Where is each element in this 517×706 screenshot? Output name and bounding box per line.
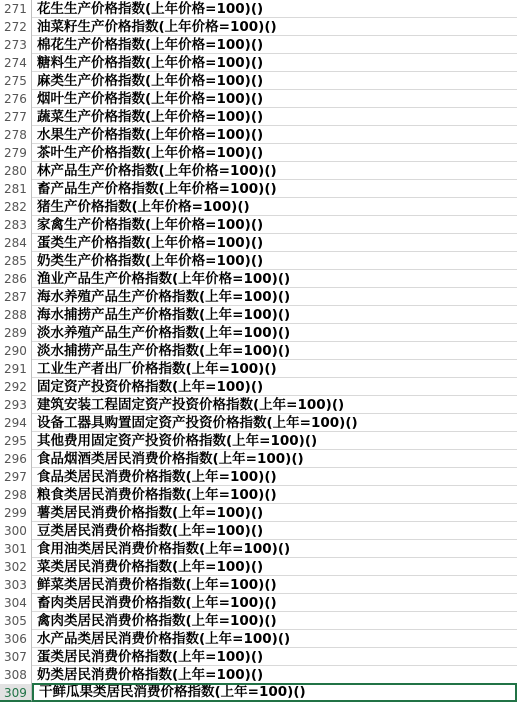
row-header[interactable]: 273 [0, 36, 32, 54]
row-header[interactable]: 279 [0, 144, 32, 162]
table-row[interactable] [0, 342, 517, 360]
row-header[interactable]: 284 [0, 234, 32, 252]
table-row[interactable] [0, 126, 517, 144]
cell[interactable]: 畜肉类居民消费价格指数(上年=100)() [37, 595, 277, 611]
cell[interactable]: 固定资产投资价格指数(上年=100)() [37, 379, 264, 395]
table-row[interactable] [0, 522, 517, 540]
row-header[interactable]: 292 [0, 378, 32, 396]
table-row[interactable] [0, 378, 517, 396]
row-header[interactable]: 293 [0, 396, 32, 414]
row-header[interactable]: 283 [0, 216, 32, 234]
table-row[interactable] [0, 360, 517, 378]
table-row[interactable] [0, 594, 517, 612]
table-row[interactable] [0, 144, 517, 162]
cell[interactable]: 其他费用固定资产投资价格指数(上年=100)() [37, 433, 318, 449]
table-row[interactable] [0, 252, 517, 270]
table-row[interactable] [0, 648, 517, 666]
row-header[interactable]: 297 [0, 468, 32, 486]
row-header[interactable]: 298 [0, 486, 32, 504]
row-header[interactable]: 305 [0, 612, 32, 630]
cell[interactable]: 食品类居民消费价格指数(上年=100)() [37, 469, 277, 485]
row-header[interactable]: 274 [0, 54, 32, 72]
table-row[interactable] [0, 396, 517, 414]
table-row[interactable] [0, 540, 517, 558]
cell[interactable]: 畜产品生产价格指数(上年价格=100)() [37, 181, 277, 197]
cell[interactable]: 糖料生产价格指数(上年价格=100)() [37, 55, 264, 71]
table-row[interactable] [0, 504, 517, 522]
table-row[interactable] [0, 630, 517, 648]
cell[interactable]: 粮食类居民消费价格指数(上年=100)() [37, 487, 277, 503]
row-header[interactable]: 281 [0, 180, 32, 198]
row-header[interactable]: 295 [0, 432, 32, 450]
cell[interactable]: 淡水养殖产品生产价格指数(上年=100)() [37, 325, 291, 341]
table-row[interactable] [0, 450, 517, 468]
row-header[interactable]: 277 [0, 108, 32, 126]
cell[interactable]: 食用油类居民消费价格指数(上年=100)() [37, 541, 291, 557]
row-header[interactable]: 296 [0, 450, 32, 468]
cell[interactable]: 工业生产者出厂价格指数(上年=100)() [37, 361, 277, 377]
cell[interactable]: 茶叶生产价格指数(上年价格=100)() [37, 145, 264, 161]
cell[interactable]: 水产品类居民消费价格指数(上年=100)() [37, 631, 291, 647]
table-row[interactable] [0, 468, 517, 486]
table-row[interactable] [0, 0, 517, 18]
table-row[interactable] [0, 432, 517, 450]
cell[interactable]: 烟叶生产价格指数(上年价格=100)() [37, 91, 264, 107]
cell[interactable]: 麻类生产价格指数(上年价格=100)() [37, 73, 264, 89]
row-header[interactable]: 301 [0, 540, 32, 558]
table-row[interactable] [0, 558, 517, 576]
table-row[interactable] [0, 414, 517, 432]
cell[interactable]: 奶类生产价格指数(上年价格=100)() [37, 253, 264, 269]
cell[interactable]: 建筑安装工程固定资产投资价格指数(上年=100)() [37, 397, 345, 413]
table-row[interactable] [0, 198, 517, 216]
table-row[interactable] [0, 684, 517, 702]
cell[interactable]: 海水捕捞产品生产价格指数(上年=100)() [37, 307, 291, 323]
cell[interactable]: 豆类居民消费价格指数(上年=100)() [37, 523, 264, 539]
table-row[interactable] [0, 72, 517, 90]
cell[interactable]: 蛋类居民消费价格指数(上年=100)() [37, 649, 264, 665]
row-header[interactable]: 309 [0, 684, 32, 702]
table-row[interactable] [0, 234, 517, 252]
table-row[interactable] [0, 270, 517, 288]
row-header[interactable]: 294 [0, 414, 32, 432]
cell[interactable]: 食品烟酒类居民消费价格指数(上年=100)() [37, 451, 304, 467]
cell[interactable]: 渔业产品生产价格指数(上年价格=100)() [37, 271, 291, 287]
table-row[interactable] [0, 324, 517, 342]
row-header[interactable]: 275 [0, 72, 32, 90]
cell[interactable]: 蔬菜生产价格指数(上年价格=100)() [37, 109, 264, 125]
cell[interactable]: 海水养殖产品生产价格指数(上年=100)() [37, 289, 291, 305]
row-header[interactable]: 306 [0, 630, 32, 648]
row-header[interactable]: 291 [0, 360, 32, 378]
row-header[interactable]: 302 [0, 558, 32, 576]
row-header[interactable]: 300 [0, 522, 32, 540]
cell[interactable]: 棉花生产价格指数(上年价格=100)() [37, 37, 264, 53]
row-header[interactable]: 282 [0, 198, 32, 216]
table-row[interactable] [0, 306, 517, 324]
row-header[interactable]: 304 [0, 594, 32, 612]
cell[interactable]: 菜类居民消费价格指数(上年=100)() [37, 559, 264, 575]
row-header[interactable]: 285 [0, 252, 32, 270]
cell[interactable]: 鲜菜类居民消费价格指数(上年=100)() [37, 577, 277, 593]
cell[interactable]: 禽肉类居民消费价格指数(上年=100)() [37, 613, 277, 629]
cell[interactable]: 林产品生产价格指数(上年价格=100)() [37, 163, 277, 179]
table-row[interactable] [0, 18, 517, 36]
table-row[interactable] [0, 666, 517, 684]
cell[interactable]: 水果生产价格指数(上年价格=100)() [37, 127, 264, 143]
row-header[interactable]: 286 [0, 270, 32, 288]
row-header[interactable]: 288 [0, 306, 32, 324]
table-row[interactable] [0, 108, 517, 126]
row-header[interactable]: 303 [0, 576, 32, 594]
row-header[interactable]: 299 [0, 504, 32, 522]
table-row[interactable] [0, 216, 517, 234]
cell[interactable]: 花生生产价格指数(上年价格=100)() [37, 1, 264, 17]
table-row[interactable] [0, 288, 517, 306]
row-header[interactable]: 289 [0, 324, 32, 342]
table-row[interactable] [0, 486, 517, 504]
table-row[interactable] [0, 162, 517, 180]
table-row[interactable] [0, 612, 517, 630]
cell[interactable]: 淡水捕捞产品生产价格指数(上年=100)() [37, 343, 291, 359]
row-header[interactable]: 278 [0, 126, 32, 144]
table-row[interactable] [0, 90, 517, 108]
cell[interactable]: 家禽生产价格指数(上年价格=100)() [37, 217, 264, 233]
row-header[interactable]: 272 [0, 18, 32, 36]
cell[interactable]: 薯类居民消费价格指数(上年=100)() [37, 505, 264, 521]
row-header[interactable]: 308 [0, 666, 32, 684]
row-header[interactable]: 280 [0, 162, 32, 180]
cell[interactable]: 奶类居民消费价格指数(上年=100)() [37, 667, 264, 683]
cell[interactable]: 设备工器具购置固定资产投资价格指数(上年=100)() [37, 415, 358, 431]
row-header[interactable]: 287 [0, 288, 32, 306]
table-row[interactable] [0, 180, 517, 198]
table-row[interactable] [0, 576, 517, 594]
row-header[interactable]: 307 [0, 648, 32, 666]
cell[interactable]: 蛋类生产价格指数(上年价格=100)() [37, 235, 264, 251]
cell[interactable]: 干鲜瓜果类居民消费价格指数(上年=100)() [32, 683, 517, 702]
cell[interactable]: 油菜籽生产价格指数(上年价格=100)() [37, 19, 277, 35]
cell[interactable]: 猪生产价格指数(上年价格=100)() [37, 199, 250, 215]
row-header[interactable]: 271 [0, 0, 32, 18]
row-header[interactable]: 276 [0, 90, 32, 108]
table-row[interactable] [0, 54, 517, 72]
row-header[interactable]: 290 [0, 342, 32, 360]
table-row[interactable] [0, 36, 517, 54]
